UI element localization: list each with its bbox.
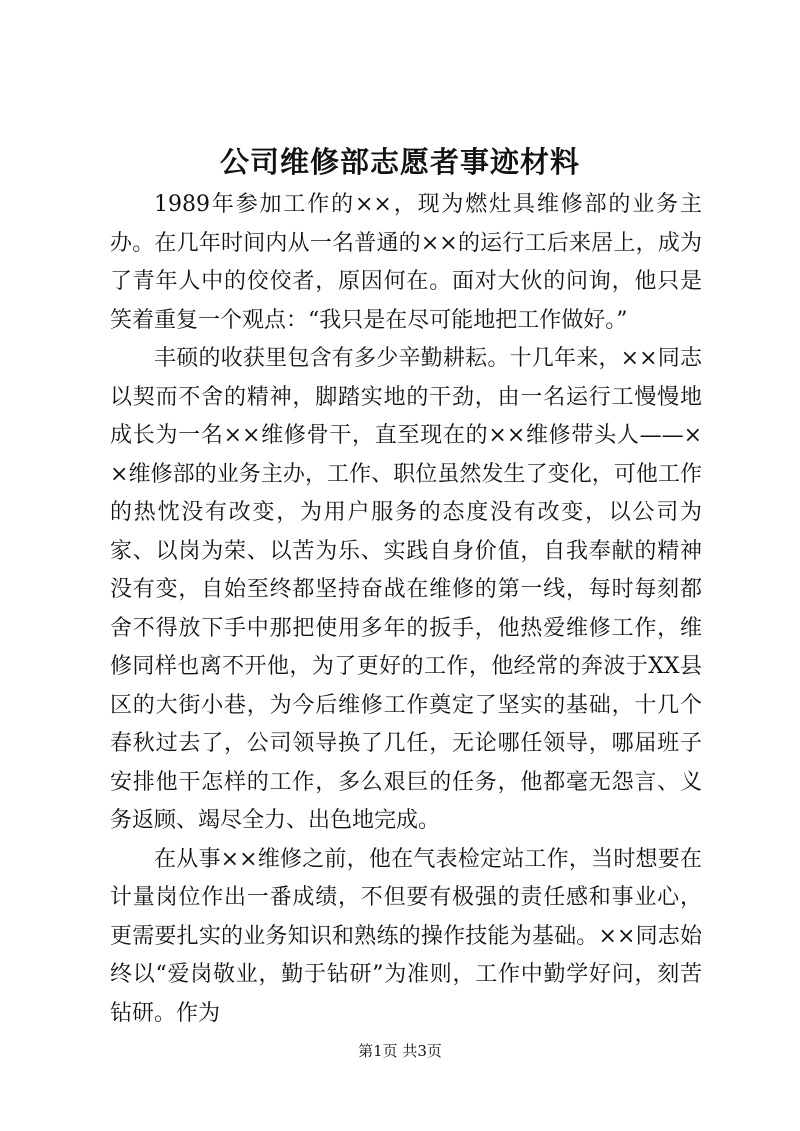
paragraph-3: 在从事××维修之前，他在气表检定站工作，当时想要在计量岗位作出一番成绩，不但要有极强的责任感和事业心，更需要扎实的业务知识和熟练的操作技能为基础。××同志始终以“爱岗敬业，勤于钻研”为准则，工作中勤学好问，刻苦钻研。作为 xyxy=(110,846,702,1026)
paragraph-2: 丰硕的收获里包含有多少辛勤耕耘。十几年来，××同志以契而不舍的精神，脚踏实地的干劲，由一名运行工慢慢地成长为一名××维修骨干，直至现在的××维修带头人——××维修部的业务主办，工作、职位虽然发生了变化，可他工作的热忱没有改变，为用户服务的态度没有改变，以公司为家、以岗为荣、以苦为乐、实践自身价值，自我奉献的精神没有变，自始至终都坚持奋战在维修的第一线，每时每刻都舍不得放下手中那把使用多年的扳手，他热爱维修工作，维修同样也离不开他，为了更好的工作，他经常的奔波于XX县区的大街小巷，为今后维修工作奠定了坚实的基础，十几个春秋过去了，公司领导换了几任，无论哪任领导，哪届班子安排他干怎样的工作，多么艰巨的任务，他都毫无怨言、义务返顾、竭尽全力、出色地完成。 xyxy=(110,346,702,833)
paragraph-1: 1989年参加工作的××，现为燃灶具维修部的业务主办。在几年时间内从一名普通的××的运行工后来居上，成为了青年人中的佼佼者，原因何在。面对大伙的问询，他只是笑着重复一个观点：“我只是在尽可能地把工作做好。” xyxy=(110,192,702,333)
page-footer: 第1页 共3页 xyxy=(358,1042,442,1060)
document-body xyxy=(110,186,702,1033)
document-title: 公司维修部志愿者事迹材料 xyxy=(219,145,580,179)
